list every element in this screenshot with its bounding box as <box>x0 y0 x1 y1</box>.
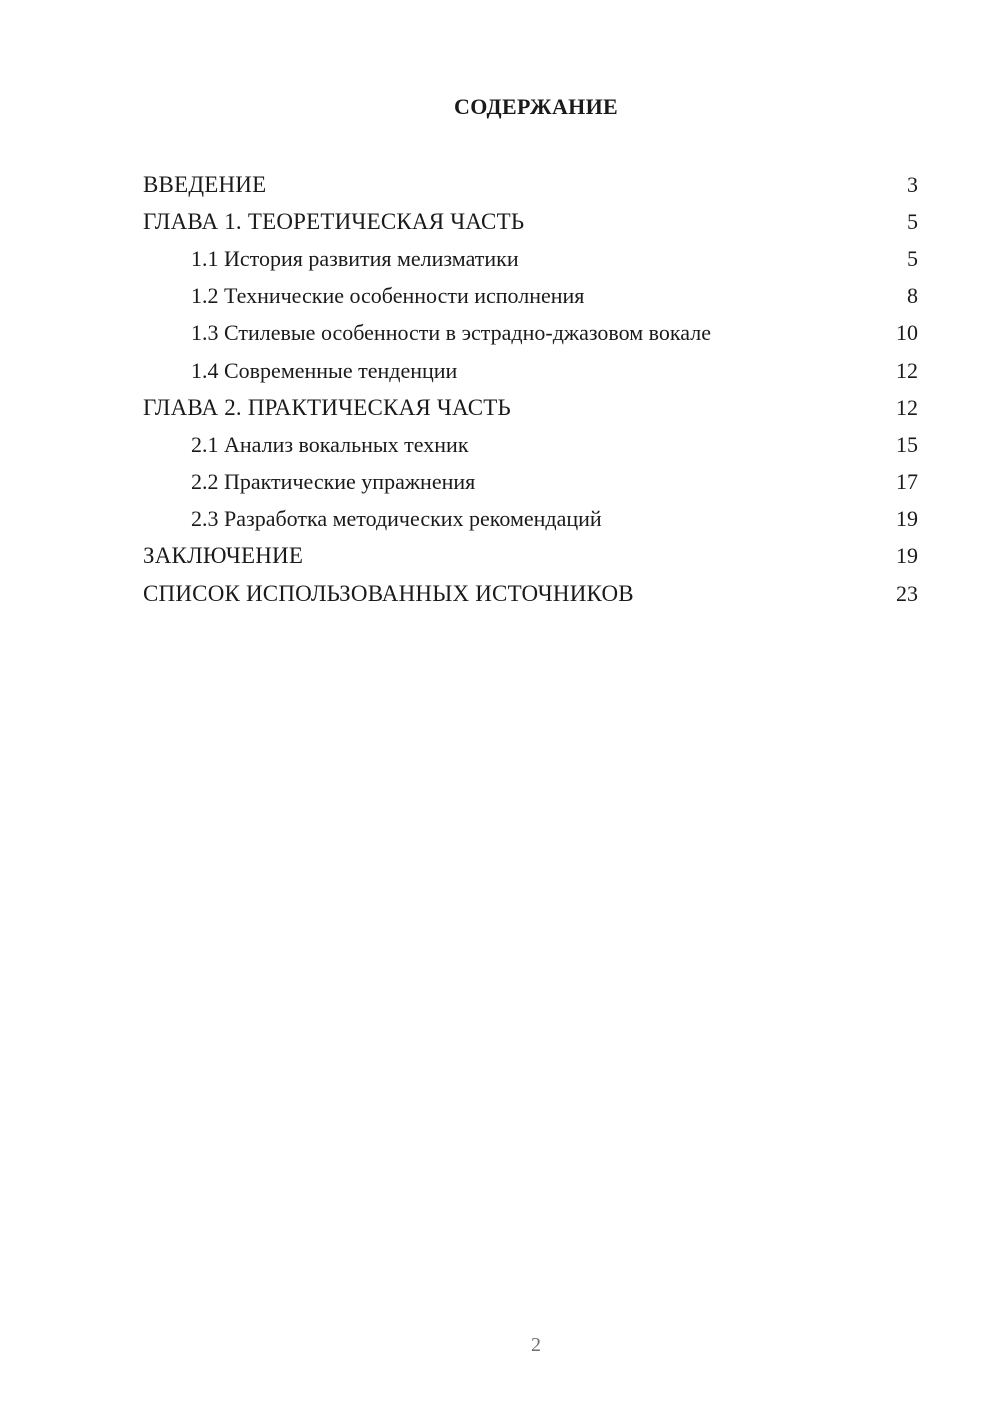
toc-entry-page: 23 <box>896 580 918 606</box>
toc-entry-label: СПИСОК ИСПОЛЬЗОВАННЫХ ИСТОЧНИКОВ <box>143 580 634 606</box>
toc-entry-label: 2.2 Практические упражнения <box>191 469 476 495</box>
toc-entry-page: 12 <box>896 394 918 420</box>
toc-entry[interactable] <box>143 203 918 240</box>
toc-entry[interactable] <box>143 538 918 575</box>
toc-entry-label: ВВЕДЕНИЕ <box>143 171 267 197</box>
toc-entry-page: 19 <box>896 543 918 569</box>
page-title: СОДЕРЖАНИЕ <box>454 94 618 119</box>
toc-subentry[interactable] <box>143 278 918 315</box>
toc-entry-label: ЗАКЛЮЧЕНИЕ <box>143 543 304 569</box>
toc-entry[interactable] <box>143 575 918 612</box>
toc-entry-label: 1.2 Технические особенности исполнения <box>191 283 585 309</box>
toc-entry-page: 15 <box>896 431 918 457</box>
toc-entry-page: 5 <box>907 208 918 234</box>
toc-entry-page: 17 <box>896 469 918 495</box>
toc-subentry[interactable] <box>143 501 918 538</box>
toc-entry-page: 12 <box>896 357 918 383</box>
toc-entry-label: 1.1 История развития мелизматики <box>191 245 519 271</box>
toc-entry-page: 10 <box>896 320 918 346</box>
toc-subentry[interactable] <box>143 315 918 352</box>
toc-subentry[interactable] <box>143 352 918 389</box>
toc-subentry[interactable] <box>143 240 918 277</box>
table-of-contents <box>143 166 918 612</box>
toc-entry-page: 19 <box>896 506 918 532</box>
toc-entry-label: 2.1 Анализ вокальных техник <box>191 431 469 457</box>
toc-entry-page: 8 <box>907 283 918 309</box>
toc-entry-label: ГЛАВА 1. ТЕОРЕТИЧЕСКАЯ ЧАСТЬ <box>143 208 525 234</box>
page-number: 2 <box>531 1334 541 1356</box>
toc-entry-label: 1.4 Современные тенденции <box>191 357 458 383</box>
toc-subentry[interactable] <box>143 464 918 501</box>
toc-entry-label: ГЛАВА 2. ПРАКТИЧЕСКАЯ ЧАСТЬ <box>143 394 511 420</box>
toc-entry[interactable] <box>143 166 918 203</box>
toc-entry-label: 1.3 Стилевые особенности в эстрадно-джазовом вокале <box>191 320 711 346</box>
toc-entry-page: 3 <box>907 171 918 197</box>
toc-subentry[interactable] <box>143 426 918 463</box>
toc-entry[interactable] <box>143 389 918 426</box>
toc-entry-page: 5 <box>907 245 918 271</box>
toc-entry-label: 2.3 Разработка методических рекомендаций <box>191 506 602 532</box>
